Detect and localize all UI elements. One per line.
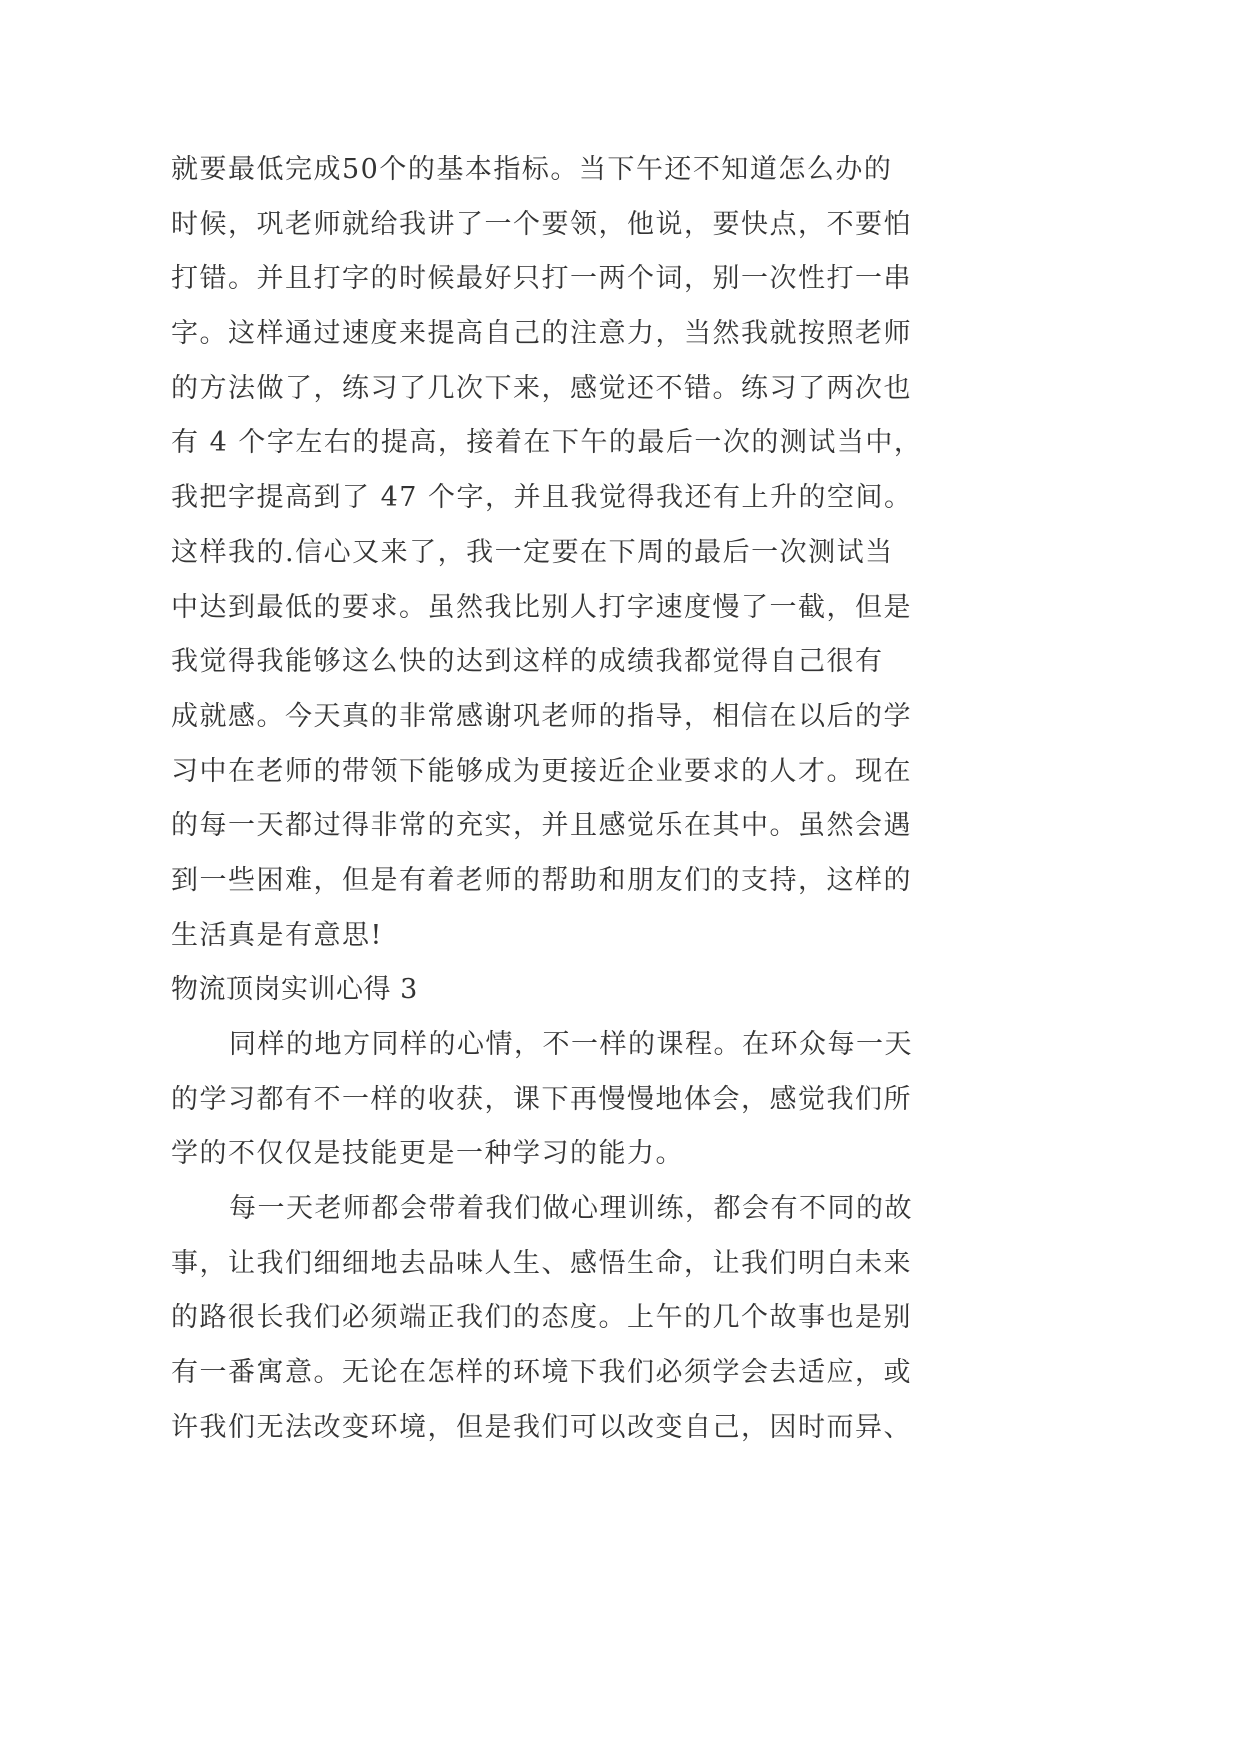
- text-line: 的方法做了，练习了几次下来，感觉还不错。练习了两次也: [171, 372, 912, 404]
- text-line: 的路很长我们必须端正我们的态度。上午的几个故事也是别: [171, 1302, 912, 1334]
- document-body: [171, 143, 971, 1456]
- text-line: 就要最低完成50个的基本指标。当下午还不知道怎么办的: [171, 154, 893, 185]
- text-line: 习中在老师的带领下能够成为更接近企业要求的人才。现在: [171, 755, 912, 787]
- text-line: 时候，巩老师就给我讲了一个要领，他说，要快点，不要怕: [171, 208, 912, 240]
- text-line: 到一些困难，但是有着老师的帮助和朋友们的支持，这样的: [171, 864, 912, 896]
- text-line: 同样的地方同样的心情，不一样的课程。在环众每一天: [229, 1029, 913, 1060]
- text-line: 许我们无法改变环境，但是我们可以改变自己，因时而异、: [171, 1411, 912, 1443]
- text-line: 学的不仅仅是技能更是一种学习的能力。: [171, 1138, 684, 1170]
- paragraph-3: [171, 1182, 971, 1455]
- text-line: 字。这样通过速度来提高自己的注意力，当然我就按照老师: [171, 318, 912, 350]
- paragraph-2: [171, 1018, 971, 1182]
- paragraph-1: [171, 143, 971, 963]
- text-line: 我觉得我能够这么快的达到这样的成绩我都觉得自己很有: [171, 646, 884, 678]
- text-line: 打错。并且打字的时候最好只打一两个词，别一次性打一串: [171, 263, 912, 295]
- text-line: 有 4 个字左右的提高，接着在下午的最后一次的测试当中，: [171, 427, 923, 459]
- text-line: 中达到最低的要求。虽然我比别人打字速度慢了一截，但是: [171, 591, 912, 623]
- section-heading: 物流顶岗实训心得 3: [171, 974, 418, 1006]
- text-line: 有一番寓意。无论在怎样的环境下我们必须学会去适应，或: [171, 1357, 912, 1389]
- text-line: 生活真是有意思!: [171, 919, 383, 951]
- text-line: 这样我的.信心又来了，我一定要在下周的最后一次测试当: [171, 536, 894, 568]
- text-line: 每一天老师都会带着我们做心理训练，都会有不同的故: [229, 1193, 913, 1225]
- text-line: 事，让我们细细地去品味人生、感悟生命，让我们明白未来: [171, 1247, 912, 1279]
- text-line: 的学习都有不一样的收获，课下再慢慢地体会，感觉我们所: [171, 1083, 912, 1115]
- text-line: 的每一天都过得非常的充实，并且感觉乐在其中。虽然会遇: [171, 810, 912, 842]
- text-line: 我把字提高到了 47 个字，并且我觉得我还有上升的空间。: [171, 482, 913, 514]
- text-line: 成就感。今天真的非常感谢巩老师的指导，相信在以后的学: [171, 700, 912, 732]
